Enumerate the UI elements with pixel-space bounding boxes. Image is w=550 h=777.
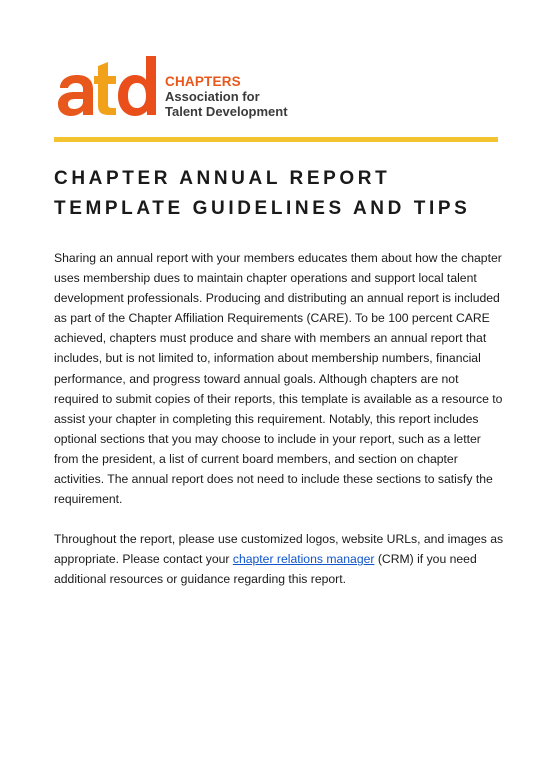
intro-paragraph <box>54 248 504 509</box>
logo-association-label: Association for <box>165 89 260 104</box>
paragraph-line: development professionals. Producing and distributing an annual report is included <box>54 291 500 306</box>
paragraph-line: optional sections that you may choose to include in your report, such as a letter <box>54 431 481 446</box>
title-line-2: TEMPLATE GUIDELINES AND TIPS <box>54 198 471 219</box>
logo-chapters-label: CHAPTERS <box>165 74 241 89</box>
paragraph-line: uses membership dues to maintain chapter operations and support local talent <box>54 271 477 286</box>
paragraph-line <box>54 549 504 569</box>
paragraph-line: additional resources or guidance regarding this report. <box>54 572 346 587</box>
title-line-1: CHAPTER ANNUAL REPORT <box>54 168 391 189</box>
paragraph-line: as part of the Chapter Affiliation Requirements (CARE). To be 100 percent CARE <box>54 311 490 326</box>
contact-text-before: appropriate. Please contact your <box>54 552 233 567</box>
paragraph-line: Throughout the report, please use customized logos, website URLs, and images as <box>54 532 504 547</box>
logo-talent-development-label: Talent Development <box>165 104 288 119</box>
paragraph-line: achieved, chapters must produce and share with members an annual report that <box>54 331 487 346</box>
paragraph-line: activities. The annual report does not need to include these sections to satisfy the <box>54 472 493 487</box>
atd-logo <box>56 52 306 122</box>
paragraph-line: Sharing an annual report with your members educates them about how the chapter <box>54 251 502 265</box>
paragraph-line: includes, but is not limited to, information about membership numbers, financial <box>54 351 481 366</box>
document-body <box>54 248 504 590</box>
paragraph-line: from the president, a list of current board members, and section on chapter <box>54 451 458 466</box>
contact-paragraph <box>54 529 504 589</box>
chapter-relations-manager-link[interactable]: chapter relations manager <box>232 552 375 567</box>
page-title <box>54 164 504 224</box>
paragraph-line: requirement. <box>54 492 123 507</box>
yellow-divider <box>54 137 498 142</box>
paragraph-line: required to submit copies of their reports, this template is available as a resource to <box>54 391 503 406</box>
paragraph-line: assist your chapter in completing this requirement. Notably, this report includes <box>54 411 479 426</box>
paragraph-line: performance, and progress toward annual goals. Although chapters are not <box>54 371 459 386</box>
contact-text-after: (CRM) if you need <box>374 552 477 567</box>
atd-wordmark-icon <box>56 52 166 122</box>
